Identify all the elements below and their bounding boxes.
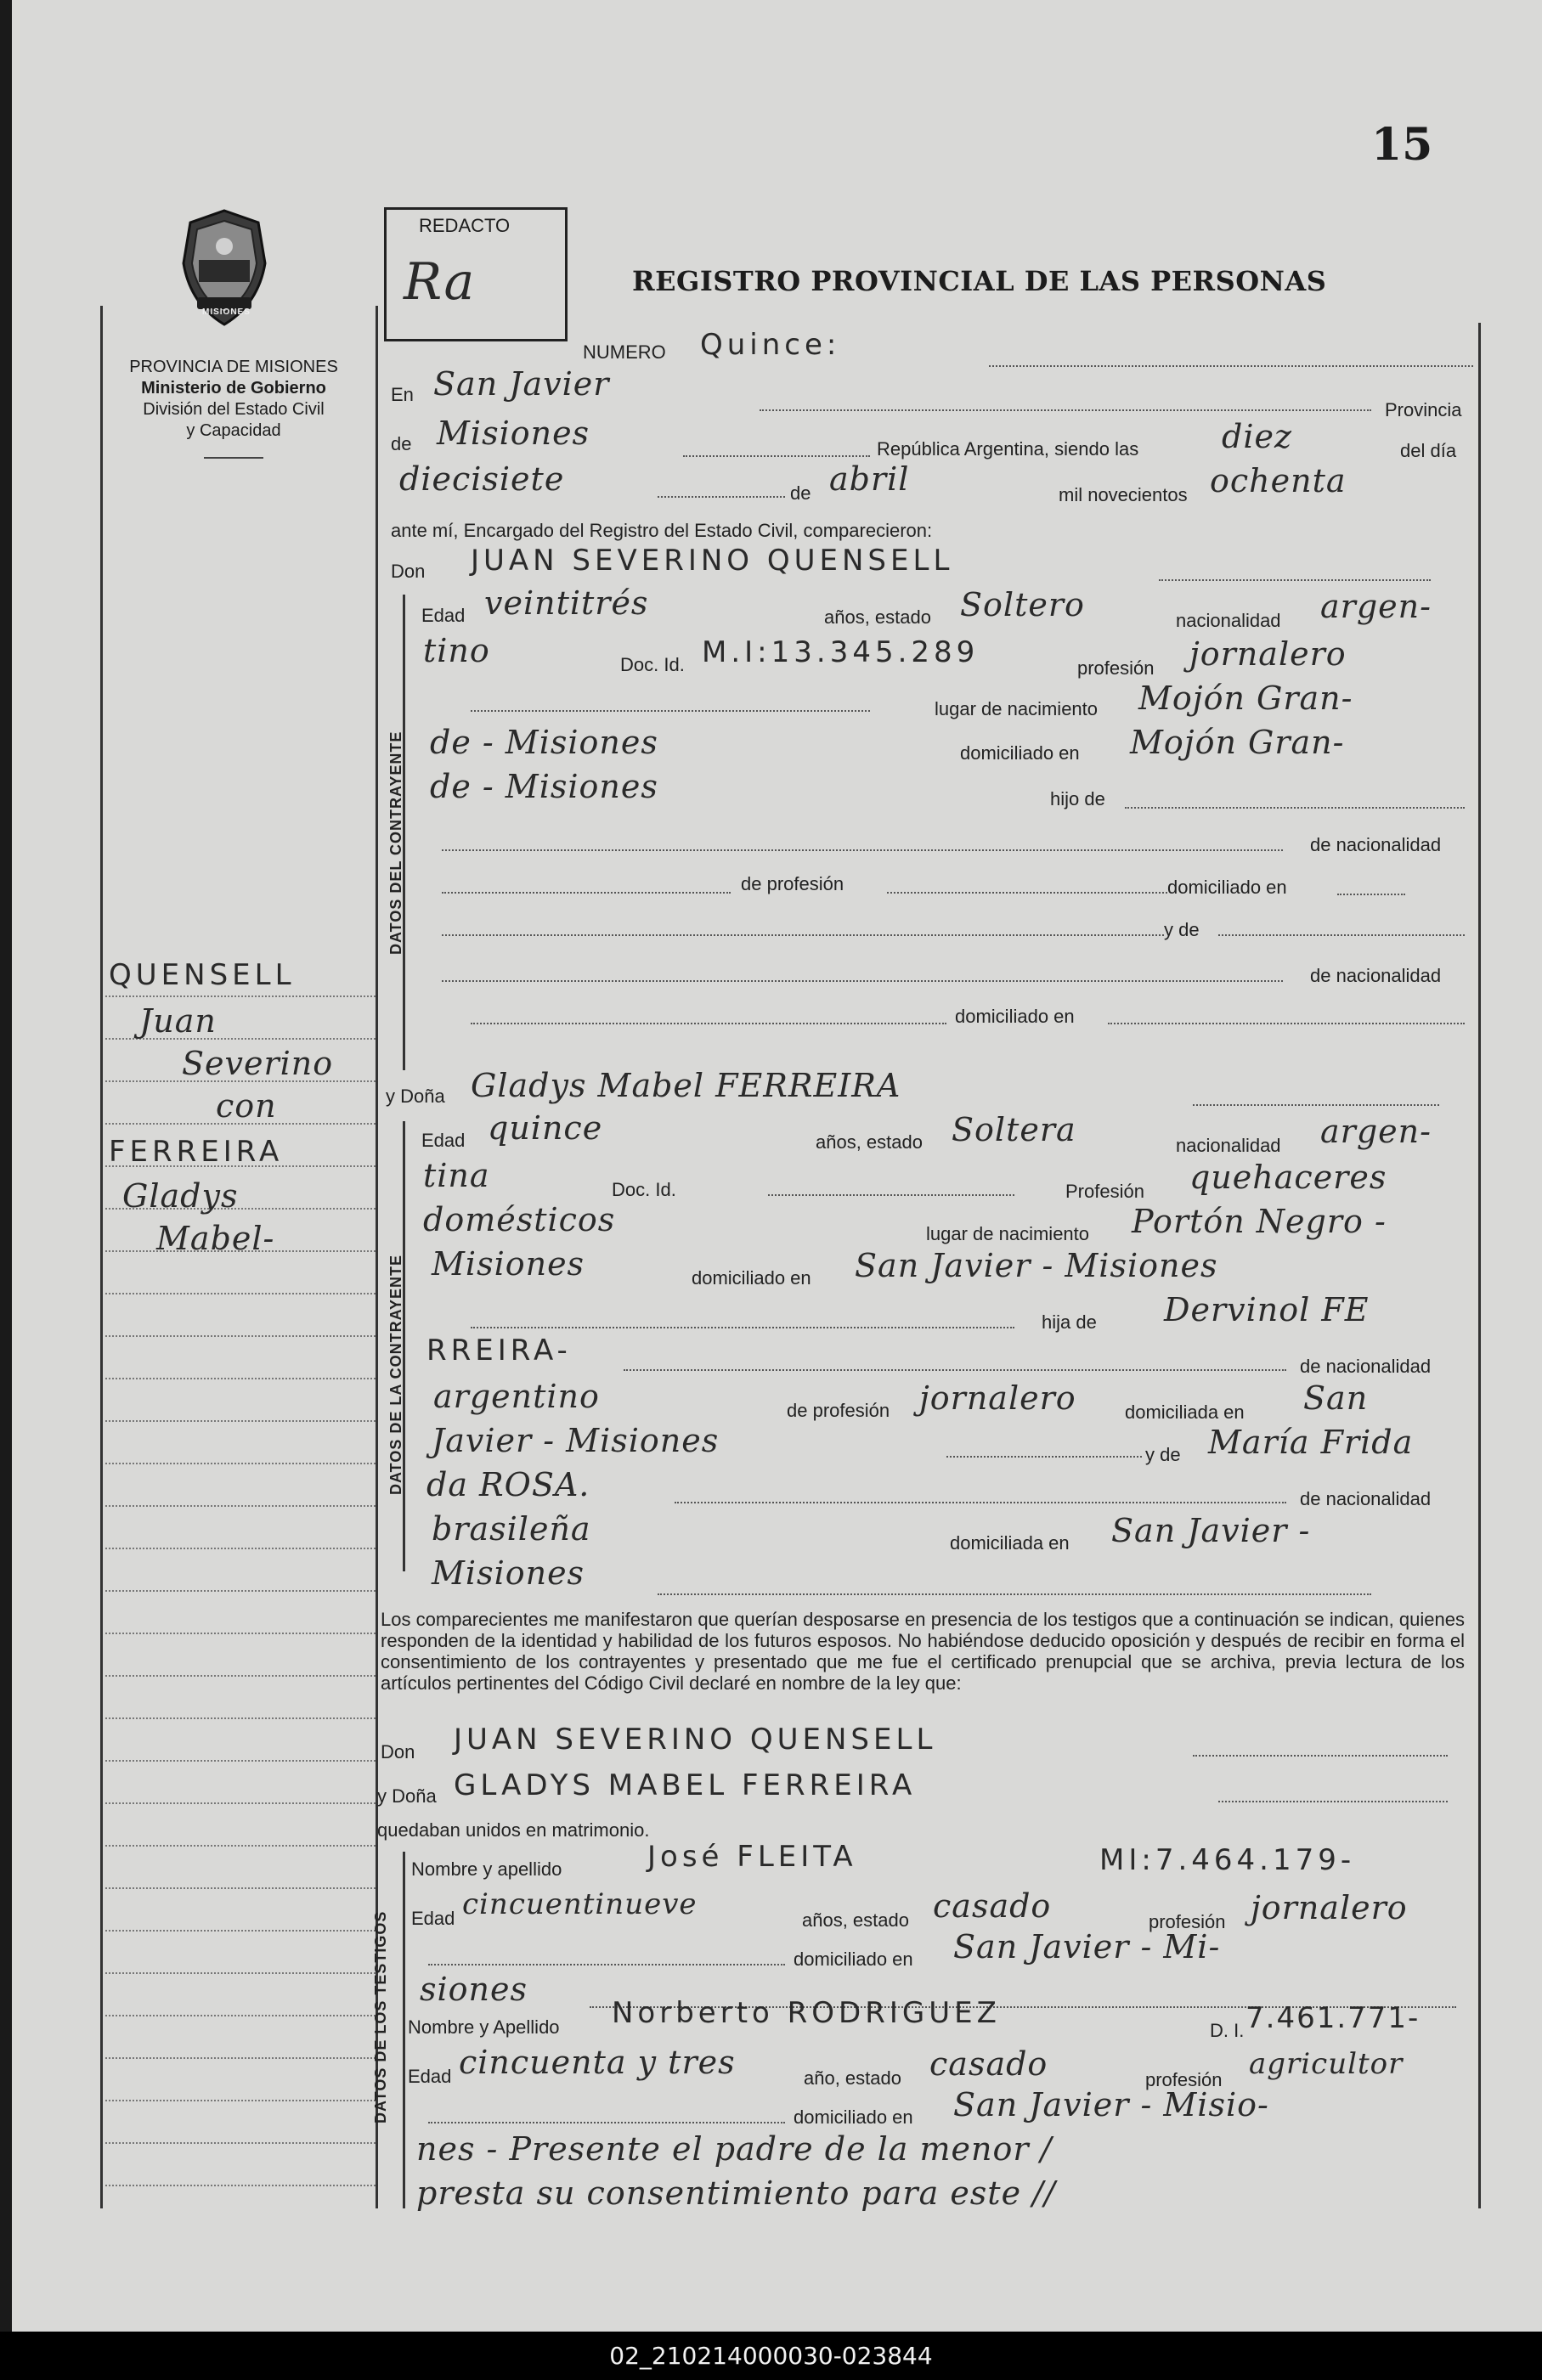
dona-label: y Doña <box>386 1086 445 1107</box>
don-label: Don <box>391 561 426 582</box>
fill-line <box>428 2122 785 2123</box>
margin-line <box>105 1887 376 1889</box>
margin-note-middle: Severino <box>182 1045 334 1082</box>
margin-line <box>105 1505 376 1507</box>
republica-label: República Argentina, siendo las <box>877 438 1139 460</box>
en-value: San Javier <box>433 365 610 403</box>
ministry-capacity: y Capacidad <box>186 421 281 440</box>
contrayenta-madre-a: María Frida <box>1208 1424 1414 1461</box>
contrayente-profesion-label: profesión <box>1077 657 1155 679</box>
ministry-block <box>93 357 374 459</box>
t2-domicilio-c: presta su consentimiento para este // <box>416 2174 1056 2212</box>
ministry-province: PROVINCIA DE MISIONES <box>129 358 338 376</box>
fill-line <box>442 980 1283 982</box>
contrayenta-hija-label: hija de <box>1042 1311 1097 1333</box>
contrayenta-padre-domicilio-b: Javier - Misiones <box>432 1422 720 1459</box>
contrayenta-y-de-label: y de <box>1145 1444 1181 1465</box>
contrayente-edad: veintitrés <box>484 584 649 622</box>
t2-doc-label: D. I. <box>1210 2020 1245 2041</box>
margin-line <box>105 1675 376 1677</box>
t1-nombre-label: Nombre y apellido <box>411 1858 562 1880</box>
fill-line <box>471 710 870 712</box>
ministry-division: División del Estado Civil <box>143 400 325 419</box>
declaracion-dona: GLADYS MABEL FERREIRA <box>454 1768 917 1802</box>
t1-nombre: José FLEITA <box>647 1840 857 1874</box>
contrayente-de-nacionalidad-label: de nacionalidad <box>1310 834 1442 855</box>
margin-note-middle2: Mabel- <box>156 1220 275 1257</box>
contrayenta-profesion-a: quehaceres <box>1189 1159 1387 1196</box>
margin-line <box>105 1717 376 1719</box>
fill-line <box>442 892 731 894</box>
t2-profesion: agricultor <box>1249 2047 1404 2081</box>
contrayente-domicilio-b: de - Misiones <box>430 768 658 805</box>
contrayente-nacionalidad-label: nacionalidad <box>1176 610 1281 631</box>
contrayenta-madre-nacionalidad: brasileña <box>432 1510 591 1548</box>
fill-line <box>989 365 1473 367</box>
dia-value: diecisiete <box>399 460 565 498</box>
fill-line <box>471 1023 946 1024</box>
contrayente-nacionalidad-a: argen- <box>1320 588 1432 625</box>
contrayenta-padre-domicilio-a: San <box>1303 1379 1369 1417</box>
margin-line <box>105 2100 376 2101</box>
t2-edad: cincuenta y tres <box>459 2044 736 2081</box>
fill-line <box>1193 1104 1439 1106</box>
contrayenta-padre-profesion: jornalero <box>919 1379 1076 1417</box>
declaracion-dona-label: y Doña <box>377 1785 437 1807</box>
emblem-text: MISIONES <box>202 307 251 317</box>
fill-line <box>760 409 1371 411</box>
t1-edad-label: Edad <box>411 1908 455 1929</box>
contrayente-hijo-label: hijo de <box>1050 788 1105 809</box>
contrayenta-lugar-b: Misiones <box>432 1245 585 1283</box>
contrayente-estado-label: años, estado <box>824 606 931 628</box>
contrayenta-de-profesion-label: de profesión <box>787 1400 890 1421</box>
contrayente-nombre: JUAN SEVERINO QUENSELL <box>471 544 954 578</box>
t2-domicilio-b: nes - Presente el padre de la menor / <box>416 2130 1053 2168</box>
coat-of-arms-emblem <box>173 204 275 331</box>
t2-profesion-label: profesión <box>1145 2069 1223 2090</box>
contrayenta-profesion-b: domésticos <box>423 1201 616 1238</box>
t2-nombre: Norberto RODRIGUEZ <box>612 1996 1001 2030</box>
fill-line <box>946 1456 1142 1458</box>
contrayenta-estado-label: años, estado <box>816 1131 923 1153</box>
margin-line <box>105 1590 376 1592</box>
contrayenta-nacionalidad-label: nacionalidad <box>1176 1135 1281 1156</box>
margin-note-first: Juan <box>139 1002 217 1040</box>
margin-line <box>105 2057 376 2059</box>
t2-estado: casado <box>929 2045 1048 2083</box>
margin-line <box>105 1760 376 1762</box>
en-label: En <box>391 384 414 405</box>
stamp-label: REDACTO <box>419 215 511 236</box>
contrayenta-section-label: DATOS DE LA CONTRAYENTE <box>387 1254 404 1495</box>
contrayenta-padre-b: RREIRA- <box>426 1334 572 1368</box>
declaracion-texto: Los comparecientes me manifestaron que querían desposarse en presencia de los testigos que a continuación se indican, quienes responden de la identidad y habilidad de los futuros esposos. No habiéndose deducido oposición y después de recibir en forma el consentimiento de los contrayentes y presentado que me fue el certificado prenupcial que se archiva, previa lectura de los artículos pertinentes del Código Civil declaré en nombre de la ley que: <box>381 1609 1465 1694</box>
ministry-name: Ministerio de Gobierno <box>141 379 326 398</box>
contrayente-estado: Soltero <box>960 586 1085 623</box>
stamp-initials: Ra <box>404 252 476 312</box>
contrayenta-profesion-label: Profesión <box>1065 1181 1144 1202</box>
contrayente-lugar-b: de - Misiones <box>430 724 658 761</box>
margin-line <box>105 2015 376 2016</box>
contrayenta-domicilio-label: domiciliado en <box>692 1267 811 1289</box>
anio-value: ochenta <box>1210 462 1347 499</box>
fill-line <box>658 1593 1371 1595</box>
contrayente-lugar-label: lugar de nacimiento <box>935 698 1099 719</box>
t1-domicilio-label: domiciliado en <box>794 1949 913 1970</box>
testigos-section-label: DATOS DE LOS TESTIGOS <box>372 1910 389 2123</box>
contrayenta-edad: quince <box>488 1109 603 1147</box>
fill-line <box>887 892 1167 894</box>
contrayente-de-nacionalidad-label-2: de nacionalidad <box>1310 965 1442 986</box>
fill-line <box>1218 934 1465 936</box>
contrayenta-nacionalidad-a: argen- <box>1320 1113 1432 1150</box>
margin-line <box>105 1335 376 1337</box>
margin-left-rule <box>100 306 103 2208</box>
contrayenta-de-nacionalidad-label: de nacionalidad <box>1300 1356 1432 1377</box>
image-id-footer: 02_210214000030-023844 <box>0 2332 1542 2380</box>
t1-domicilio-b: siones <box>420 1971 528 2008</box>
t2-nombre-label: Nombre y Apellido <box>408 2016 560 2038</box>
t1-estado: casado <box>933 1887 1052 1925</box>
contrayenta-padre-a: Dervinol FE <box>1164 1291 1370 1328</box>
contrayente-edad-label: Edad <box>421 605 466 626</box>
hora-value: diez <box>1222 418 1292 455</box>
contrayenta-de-nacionalidad-label-2: de nacionalidad <box>1300 1488 1432 1509</box>
margin-line <box>105 1972 376 1974</box>
t2-domicilio-label: domiciliado en <box>794 2106 913 2128</box>
contrayente-domicilio-label: domiciliado en <box>960 742 1080 764</box>
contrayenta-padre-nacionalidad: argentino <box>433 1378 600 1415</box>
margin-line <box>105 1633 376 1634</box>
margin-line <box>105 1802 376 1804</box>
contrayente-section-label: DATOS DEL CONTRAYENTE <box>387 730 404 955</box>
ante-label: ante mí, Encargado del Registro del Estado Civil, comparecieron: <box>391 520 933 541</box>
t2-domicilio-a: San Javier - Misio- <box>953 2086 1269 2123</box>
t1-profesion-label: profesión <box>1149 1911 1226 1932</box>
margin-line <box>105 1378 376 1379</box>
contrayenta-edad-label: Edad <box>421 1130 466 1151</box>
contrayente-de-profesion-label: de profesión <box>741 873 844 894</box>
contrayente-y-de-label: y de <box>1164 919 1200 940</box>
document-page <box>12 0 1542 2332</box>
form-right-rule <box>1478 323 1481 2208</box>
contrayenta-nombre: Gladys Mabel FERREIRA <box>471 1067 901 1104</box>
margin-line <box>105 1463 376 1464</box>
contrayente-lugar-a: Mojón Gran- <box>1138 680 1353 717</box>
contrayente-profesion: jornalero <box>1189 635 1347 673</box>
contrayente-domiciliado-en-label-2: domiciliado en <box>955 1006 1075 1027</box>
margin-note-con: con <box>216 1087 277 1125</box>
contrayenta-madre-domicilio-b: Misiones <box>432 1554 585 1592</box>
mil-label: mil novecientos <box>1059 484 1188 505</box>
contrayente-domicilio-a: Mojón Gran- <box>1130 724 1345 761</box>
fill-line <box>675 1502 1286 1503</box>
contrayenta-doc-label: Doc. Id. <box>612 1179 676 1200</box>
t1-doc: MI:7.464.179- <box>1099 1843 1356 1877</box>
contrayenta-domiciliada-label-2: domiciliada en <box>950 1532 1070 1554</box>
page-number: 15 <box>1371 119 1433 171</box>
mes-value: abril <box>829 460 910 498</box>
t2-estado-label: año, estado <box>804 2067 901 2089</box>
fill-line <box>658 496 785 498</box>
contrayente-domiciliado-en-label: domiciliado en <box>1167 877 1287 898</box>
fill-line <box>768 1194 1014 1196</box>
fill-line <box>1159 579 1431 581</box>
fill-line <box>683 455 870 457</box>
declaracion-don: JUAN SEVERINO QUENSELL <box>454 1723 937 1757</box>
fill-line <box>471 1327 1014 1328</box>
margin-line <box>105 1293 376 1294</box>
registry-heading: REGISTRO PROVINCIAL DE LAS PERSONAS <box>632 265 1327 297</box>
margin-note-surname2: FERREIRA <box>109 1135 284 1169</box>
provincia-value: Misiones <box>437 415 590 452</box>
t1-estado-label: años, estado <box>802 1909 909 1931</box>
ministry-rule <box>204 457 263 459</box>
contrayente-doc-label: Doc. Id. <box>620 654 685 675</box>
t2-edad-label: Edad <box>408 2066 452 2087</box>
t1-edad: cincuentinueve <box>462 1887 698 1921</box>
testigos-rule <box>403 1852 405 2208</box>
declaracion-quedaban: quedaban unidos en matrimonio. <box>377 1819 650 1841</box>
t1-profesion: jornalero <box>1251 1889 1408 1926</box>
provincia-label: Provincia <box>1385 399 1462 420</box>
contrayenta-domicilio: San Javier - Misiones <box>855 1247 1218 1284</box>
fill-line <box>1337 894 1405 895</box>
fill-line <box>428 1964 785 1965</box>
contrayenta-domiciliada-label: domiciliada en <box>1125 1401 1245 1423</box>
contrayenta-nacionalidad-b: tina <box>423 1157 490 1194</box>
fill-line <box>1125 807 1465 809</box>
declaracion-don-label: Don <box>381 1741 415 1762</box>
fill-line <box>1108 1023 1465 1024</box>
contrayente-doc: M.I:13.345.289 <box>702 635 980 669</box>
contrayenta-estado: Soltera <box>952 1111 1076 1148</box>
margin-line <box>105 2142 376 2144</box>
margin-note-first2: Gladys <box>122 1177 239 1215</box>
contrayenta-lugar-label: lugar de nacimiento <box>926 1223 1090 1244</box>
t1-domicilio-a: San Javier - Mi- <box>953 1928 1221 1965</box>
contrayente-nacionalidad-b: tino <box>423 632 490 669</box>
margin-line <box>105 1420 376 1422</box>
margin-line <box>105 995 376 997</box>
fill-line <box>442 934 1164 936</box>
t2-doc: 7.461.771- <box>1245 2001 1421 2035</box>
contrayenta-lugar-a: Portón Negro - <box>1132 1203 1387 1240</box>
margin-line <box>105 1930 376 1932</box>
contrayenta-madre-b: da ROSA. <box>426 1466 590 1503</box>
de-label-2: de <box>790 482 811 504</box>
margin-line <box>105 2185 376 2186</box>
de-label: de <box>391 433 412 454</box>
del-dia-label: del día <box>1400 440 1457 461</box>
fill-line <box>1218 1801 1448 1802</box>
fill-line <box>624 1369 1286 1371</box>
numero-value: Quince: <box>700 328 841 362</box>
numero-label: NUMERO <box>583 341 666 363</box>
margin-note-surname: QUENSELL <box>109 958 296 992</box>
redacto-stamp <box>384 207 568 341</box>
fill-line <box>1193 1755 1448 1757</box>
margin-line <box>105 1845 376 1847</box>
contrayenta-madre-domicilio-a: San Javier - <box>1111 1512 1311 1549</box>
fill-line <box>442 849 1283 851</box>
margin-line <box>105 1548 376 1549</box>
